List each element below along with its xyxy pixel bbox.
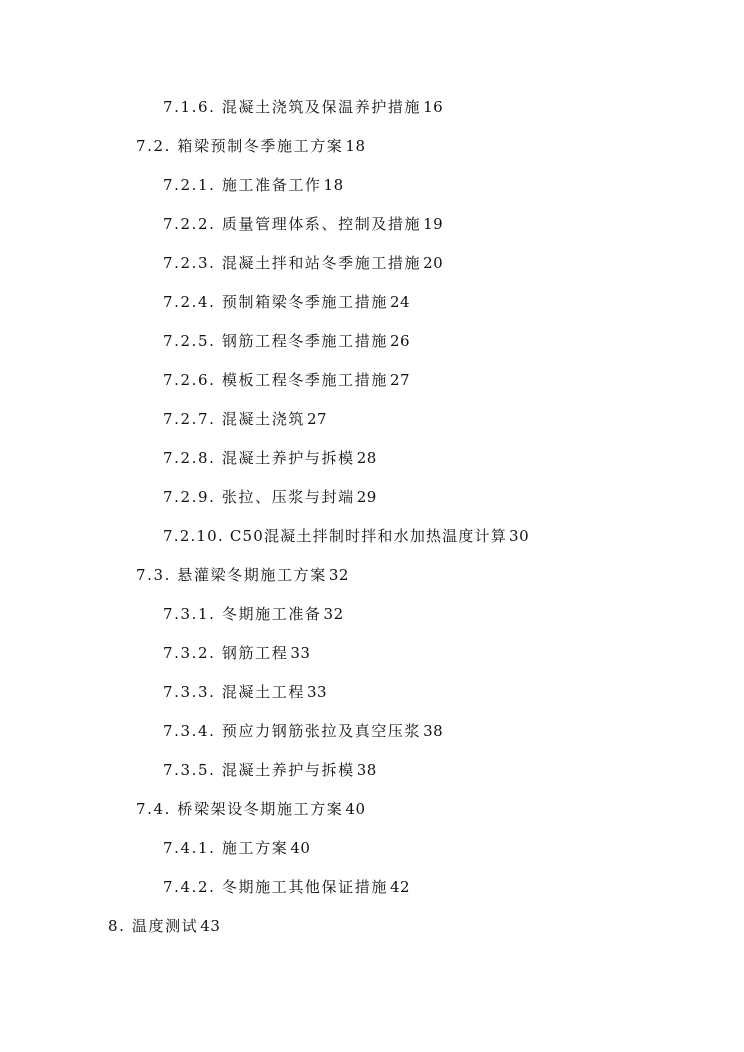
toc-entry[interactable] xyxy=(163,214,443,234)
toc-entry-title: 钢筋工程 xyxy=(221,644,289,662)
toc-entry-title: 混凝土养护与拆模 xyxy=(221,449,355,467)
toc-entry-number: 7.3.5. xyxy=(163,761,216,779)
toc-entry-number: 7.2.5. xyxy=(163,332,216,350)
toc-entry-page: 40 xyxy=(290,839,311,857)
toc-entry-number: 7.2.7. xyxy=(163,410,216,428)
toc-entry-page: 40 xyxy=(345,800,366,818)
toc-entry-title: 桥梁架设冬期施工方案 xyxy=(177,800,344,818)
toc-entry-number: 7.4. xyxy=(136,800,172,818)
toc-entry[interactable] xyxy=(163,682,327,702)
toc-entry-title: 模板工程冬季施工措施 xyxy=(221,371,388,389)
toc-entry-title: 温度测试 xyxy=(131,917,199,935)
toc-entry[interactable] xyxy=(163,253,443,273)
toc-entry[interactable] xyxy=(163,760,377,780)
toc-entry-title: 张拉、压浆与封端 xyxy=(221,488,355,506)
toc-entry-number: 7.3. xyxy=(136,566,172,584)
toc-entry-number: 8. xyxy=(108,917,126,935)
toc-entry-number: 7.2.4. xyxy=(163,293,216,311)
toc-entry-title: 施工准备工作 xyxy=(221,176,322,194)
toc-entry[interactable] xyxy=(136,799,366,819)
toc-entry-page: 42 xyxy=(389,878,411,896)
toc-entry-page: 26 xyxy=(389,332,411,350)
toc-entry[interactable] xyxy=(163,370,410,390)
toc-entry-page: 33 xyxy=(290,644,311,662)
toc-entry-number: 7.3.2. xyxy=(163,644,216,662)
toc-entry-page: 28 xyxy=(356,449,377,467)
toc-entry-number: 7.3.4. xyxy=(163,722,216,740)
toc-entry-title: C50混凝土拌制时拌和水加热温度计算 xyxy=(229,527,508,545)
toc-entry-number: 7.1.6. xyxy=(163,98,216,116)
toc-entry[interactable] xyxy=(163,487,377,507)
toc-entry-number: 7.3.3. xyxy=(163,683,216,701)
toc-entry-title: 预应力钢筋张拉及真空压浆 xyxy=(221,722,422,740)
toc-entry-title: 冬期施工其他保证措施 xyxy=(221,878,388,896)
toc-entry-page: 32 xyxy=(323,605,344,623)
toc-entry-title: 预制箱梁冬季施工措施 xyxy=(221,293,388,311)
toc-entry-page: 43 xyxy=(200,917,221,935)
toc-entry-page: 27 xyxy=(306,410,328,428)
toc-entry-title: 悬灌梁冬期施工方案 xyxy=(177,566,327,584)
toc-entry-number: 7.2.6. xyxy=(163,371,216,389)
toc-entry[interactable] xyxy=(163,643,310,663)
toc-entry-title: 质量管理体系、控制及措施 xyxy=(221,215,422,233)
toc-entry-number: 7.2.9. xyxy=(163,488,216,506)
toc-entry-page: 20 xyxy=(423,254,444,272)
toc-entry-page: 29 xyxy=(356,488,377,506)
toc-entry-title: 混凝土拌和站冬季施工措施 xyxy=(221,254,422,272)
toc-entry-page: 33 xyxy=(306,683,328,701)
toc-entry-number: 7.2. xyxy=(136,137,172,155)
toc-entry[interactable] xyxy=(163,292,410,312)
toc-entry[interactable] xyxy=(163,838,310,858)
toc-entry-title: 冬期施工准备 xyxy=(221,605,322,623)
toc-entry[interactable] xyxy=(163,409,327,429)
toc-entry-title: 混凝土浇筑 xyxy=(221,410,305,428)
toc-entry-number: 7.3.1. xyxy=(163,605,216,623)
toc-entry-title: 施工方案 xyxy=(221,839,289,857)
toc-entry[interactable] xyxy=(163,721,443,741)
toc-entry-title: 箱梁预制冬季施工方案 xyxy=(177,137,344,155)
toc-entry[interactable] xyxy=(108,916,220,936)
toc-entry-page: 32 xyxy=(328,566,349,584)
toc-entry[interactable] xyxy=(163,331,410,351)
toc-entry-page: 18 xyxy=(323,176,344,194)
toc-entry-number: 7.2.10. xyxy=(163,527,224,545)
toc-entry[interactable] xyxy=(163,604,344,624)
toc-entry-page: 38 xyxy=(423,722,444,740)
toc-entry-page: 18 xyxy=(345,137,366,155)
toc-entry-page: 38 xyxy=(356,761,377,779)
toc-entry-title: 混凝土养护与拆模 xyxy=(221,761,355,779)
toc-entry[interactable] xyxy=(163,448,377,468)
toc-entry-number: 7.2.3. xyxy=(163,254,216,272)
toc-entry-page: 19 xyxy=(423,215,444,233)
toc-entry-number: 7.2.8. xyxy=(163,449,216,467)
toc-entry-page: 27 xyxy=(389,371,411,389)
toc-entry[interactable] xyxy=(136,565,349,585)
toc-entry-title: 混凝土工程 xyxy=(221,683,305,701)
toc-entry-title: 混凝土浇筑及保温养护措施 xyxy=(221,98,422,116)
toc-entry[interactable] xyxy=(163,97,443,117)
toc-entry-title: 钢筋工程冬季施工措施 xyxy=(221,332,388,350)
toc-entry-number: 7.2.1. xyxy=(163,176,216,194)
toc-entry-number: 7.2.2. xyxy=(163,215,216,233)
toc-entry-number: 7.4.1. xyxy=(163,839,216,857)
toc-entry[interactable] xyxy=(163,877,410,897)
toc-entry-page: 30 xyxy=(509,527,530,545)
toc-entry[interactable] xyxy=(163,526,529,546)
toc-entry-number: 7.4.2. xyxy=(163,878,216,896)
toc-entry-page: 24 xyxy=(389,293,411,311)
toc-entry[interactable] xyxy=(136,136,366,156)
toc-entry-page: 16 xyxy=(423,98,444,116)
toc-entry[interactable] xyxy=(163,175,344,195)
